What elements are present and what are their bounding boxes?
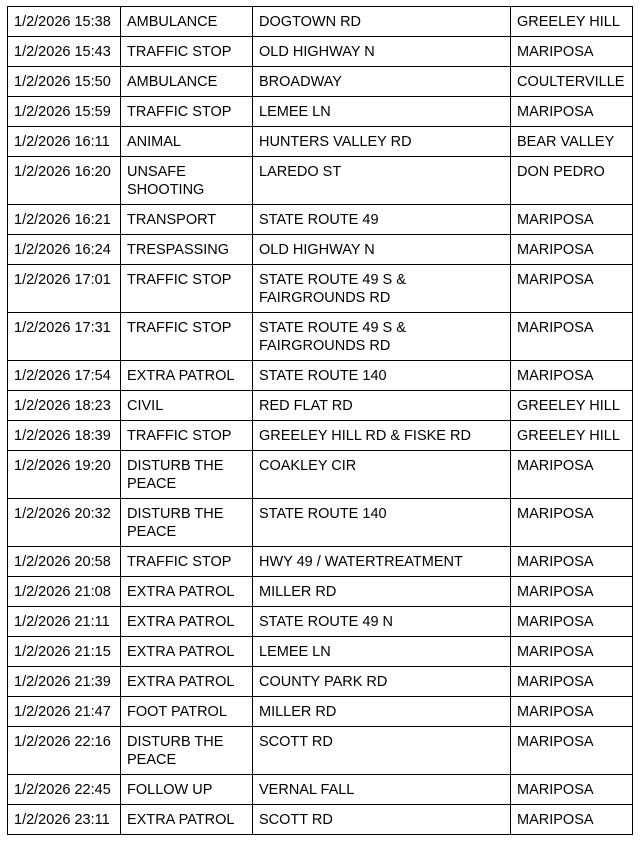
- cell-datetime: 1/2/2026 21:15: [8, 637, 121, 667]
- cell-city: MARIPOSA: [511, 37, 633, 67]
- cell-location: STATE ROUTE 140: [253, 499, 511, 547]
- cell-datetime: 1/2/2026 21:08: [8, 577, 121, 607]
- cell-incident-type: CIVIL: [121, 391, 253, 421]
- cell-location: COUNTY PARK RD: [253, 667, 511, 697]
- cell-location: OLD HIGHWAY N: [253, 37, 511, 67]
- table-row: [8, 205, 633, 235]
- cell-datetime: 1/2/2026 16:24: [8, 235, 121, 265]
- cell-incident-type: EXTRA PATROL: [121, 667, 253, 697]
- cell-incident-type: AMBULANCE: [121, 67, 253, 97]
- cell-city: MARIPOSA: [511, 97, 633, 127]
- cell-location: STATE ROUTE 140: [253, 361, 511, 391]
- cell-incident-type: TRAFFIC STOP: [121, 265, 253, 313]
- cell-datetime: 1/2/2026 17:54: [8, 361, 121, 391]
- cell-city: MARIPOSA: [511, 775, 633, 805]
- cell-location: MILLER RD: [253, 697, 511, 727]
- cell-incident-type: DISTURB THE PEACE: [121, 499, 253, 547]
- cell-incident-type: DISTURB THE PEACE: [121, 451, 253, 499]
- cell-datetime: 1/2/2026 15:59: [8, 97, 121, 127]
- cell-city: MARIPOSA: [511, 547, 633, 577]
- cell-location: STATE ROUTE 49 S & FAIRGROUNDS RD: [253, 313, 511, 361]
- cell-city: MARIPOSA: [511, 205, 633, 235]
- cell-datetime: 1/2/2026 16:20: [8, 157, 121, 205]
- table-row: [8, 637, 633, 667]
- table-row: [8, 499, 633, 547]
- cell-datetime: 1/2/2026 21:11: [8, 607, 121, 637]
- cell-city: BEAR VALLEY: [511, 127, 633, 157]
- cell-city: MARIPOSA: [511, 451, 633, 499]
- cell-incident-type: EXTRA PATROL: [121, 607, 253, 637]
- cell-location: HUNTERS VALLEY RD: [253, 127, 511, 157]
- cell-incident-type: TRAFFIC STOP: [121, 97, 253, 127]
- table-row: [8, 361, 633, 391]
- cell-incident-type: FOOT PATROL: [121, 697, 253, 727]
- cell-location: DOGTOWN RD: [253, 7, 511, 37]
- cell-incident-type: TRAFFIC STOP: [121, 547, 253, 577]
- table-row: [8, 265, 633, 313]
- table-row: [8, 775, 633, 805]
- cell-datetime: 1/2/2026 17:31: [8, 313, 121, 361]
- cell-incident-type: EXTRA PATROL: [121, 805, 253, 835]
- cell-location: MILLER RD: [253, 577, 511, 607]
- cell-city: MARIPOSA: [511, 805, 633, 835]
- cell-location: LEMEE LN: [253, 637, 511, 667]
- table-row: [8, 391, 633, 421]
- table-row: [8, 547, 633, 577]
- cell-location: STATE ROUTE 49: [253, 205, 511, 235]
- cell-city: MARIPOSA: [511, 667, 633, 697]
- table-row: [8, 805, 633, 835]
- cell-city: MARIPOSA: [511, 265, 633, 313]
- cell-datetime: 1/2/2026 18:23: [8, 391, 121, 421]
- cell-city: MARIPOSA: [511, 637, 633, 667]
- cell-incident-type: ANIMAL: [121, 127, 253, 157]
- cell-datetime: 1/2/2026 16:11: [8, 127, 121, 157]
- cell-datetime: 1/2/2026 22:45: [8, 775, 121, 805]
- cell-city: MARIPOSA: [511, 313, 633, 361]
- cell-incident-type: TRESPASSING: [121, 235, 253, 265]
- cell-city: MARIPOSA: [511, 607, 633, 637]
- cell-datetime: 1/2/2026 22:16: [8, 727, 121, 775]
- cell-location: GREELEY HILL RD & FISKE RD: [253, 421, 511, 451]
- cell-incident-type: DISTURB THE PEACE: [121, 727, 253, 775]
- cell-city: MARIPOSA: [511, 727, 633, 775]
- cell-city: DON PEDRO: [511, 157, 633, 205]
- cell-location: LAREDO ST: [253, 157, 511, 205]
- cell-datetime: 1/2/2026 20:32: [8, 499, 121, 547]
- cell-datetime: 1/2/2026 21:39: [8, 667, 121, 697]
- cell-datetime: 1/2/2026 18:39: [8, 421, 121, 451]
- cell-datetime: 1/2/2026 17:01: [8, 265, 121, 313]
- cell-incident-type: EXTRA PATROL: [121, 577, 253, 607]
- cell-location: COAKLEY CIR: [253, 451, 511, 499]
- table-row: [8, 697, 633, 727]
- cell-location: SCOTT RD: [253, 727, 511, 775]
- cell-datetime: 1/2/2026 21:47: [8, 697, 121, 727]
- cell-datetime: 1/2/2026 16:21: [8, 205, 121, 235]
- table-row: [8, 127, 633, 157]
- cell-city: MARIPOSA: [511, 577, 633, 607]
- table-row: [8, 157, 633, 205]
- table-row: [8, 451, 633, 499]
- table-row: [8, 421, 633, 451]
- cell-location: LEMEE LN: [253, 97, 511, 127]
- cell-incident-type: TRAFFIC STOP: [121, 37, 253, 67]
- table-row: [8, 37, 633, 67]
- incident-log-body: [8, 7, 633, 835]
- table-row: [8, 313, 633, 361]
- cell-incident-type: EXTRA PATROL: [121, 637, 253, 667]
- cell-incident-type: UNSAFE SHOOTING: [121, 157, 253, 205]
- table-row: [8, 667, 633, 697]
- cell-location: BROADWAY: [253, 67, 511, 97]
- cell-city: MARIPOSA: [511, 697, 633, 727]
- cell-incident-type: AMBULANCE: [121, 7, 253, 37]
- cell-location: OLD HIGHWAY N: [253, 235, 511, 265]
- table-row: [8, 7, 633, 37]
- table-row: [8, 577, 633, 607]
- cell-location: HWY 49 / WATERTREATMENT: [253, 547, 511, 577]
- table-row: [8, 97, 633, 127]
- cell-city: COULTERVILLE: [511, 67, 633, 97]
- cell-datetime: 1/2/2026 15:43: [8, 37, 121, 67]
- cell-city: MARIPOSA: [511, 499, 633, 547]
- cell-city: GREELEY HILL: [511, 391, 633, 421]
- cell-city: GREELEY HILL: [511, 421, 633, 451]
- cell-datetime: 1/2/2026 20:58: [8, 547, 121, 577]
- cell-location: SCOTT RD: [253, 805, 511, 835]
- cell-city: MARIPOSA: [511, 235, 633, 265]
- cell-incident-type: TRAFFIC STOP: [121, 313, 253, 361]
- cell-datetime: 1/2/2026 15:50: [8, 67, 121, 97]
- cell-incident-type: EXTRA PATROL: [121, 361, 253, 391]
- cell-city: GREELEY HILL: [511, 7, 633, 37]
- cell-city: MARIPOSA: [511, 361, 633, 391]
- cell-datetime: 1/2/2026 19:20: [8, 451, 121, 499]
- table-row: [8, 727, 633, 775]
- cell-datetime: 1/2/2026 23:11: [8, 805, 121, 835]
- table-row: [8, 607, 633, 637]
- cell-location: STATE ROUTE 49 S & FAIRGROUNDS RD: [253, 265, 511, 313]
- table-row: [8, 235, 633, 265]
- cell-incident-type: FOLLOW UP: [121, 775, 253, 805]
- cell-location: STATE ROUTE 49 N: [253, 607, 511, 637]
- cell-incident-type: TRAFFIC STOP: [121, 421, 253, 451]
- incident-log-table: [7, 6, 633, 835]
- table-row: [8, 67, 633, 97]
- cell-location: RED FLAT RD: [253, 391, 511, 421]
- cell-location: VERNAL FALL: [253, 775, 511, 805]
- cell-incident-type: TRANSPORT: [121, 205, 253, 235]
- cell-datetime: 1/2/2026 15:38: [8, 7, 121, 37]
